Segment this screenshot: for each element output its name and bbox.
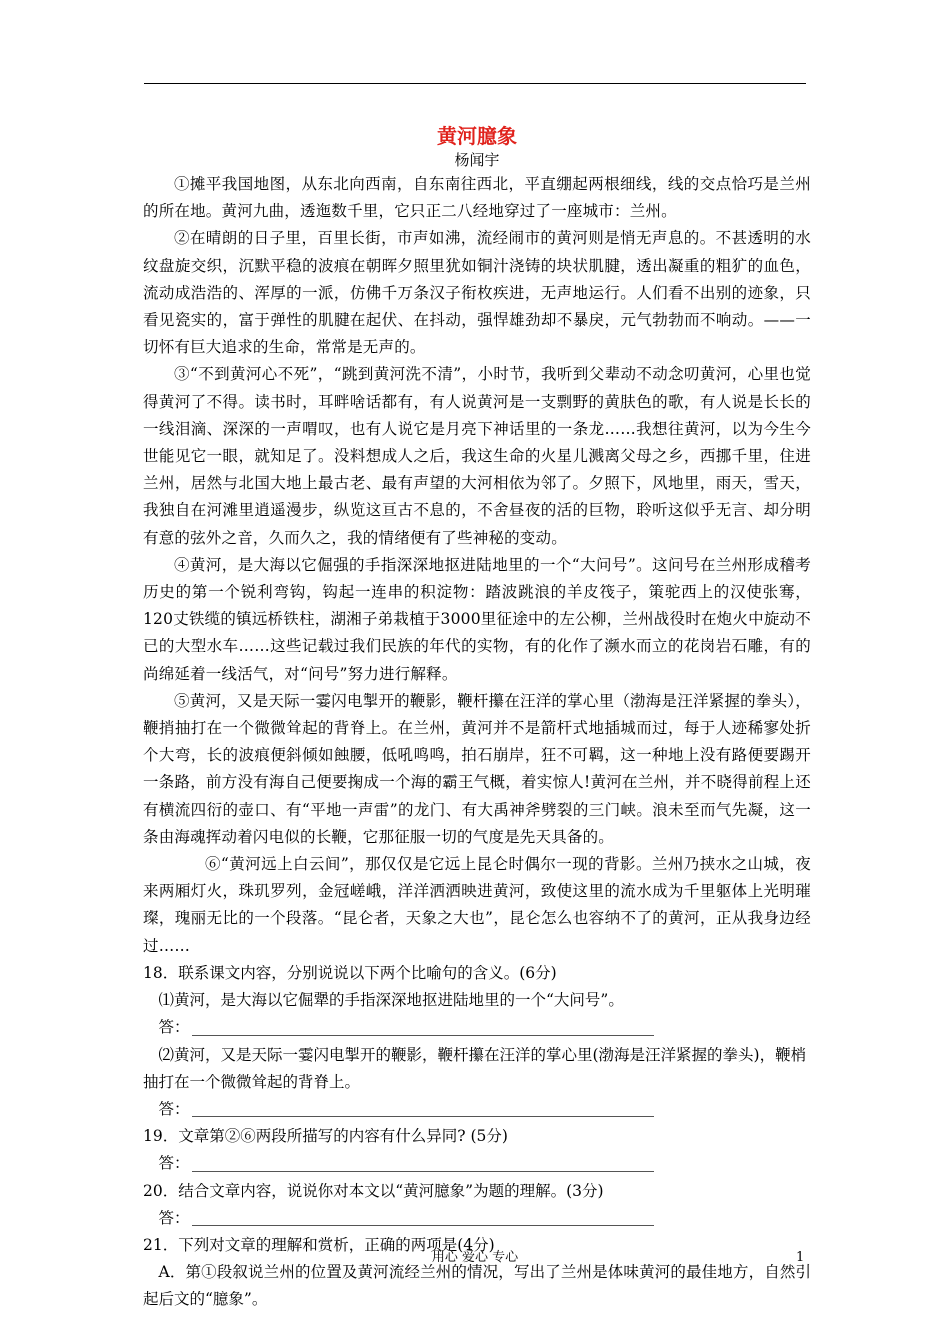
- question-18-part-2: ⑵黄河，又是天际一霎闪电掣开的鞭影，鞭杆攥在汪洋的掌心里(渤海是汪洋紧握的拳头)，鞭梢抽打在一个微微耸起的背脊上。: [143, 1045, 807, 1091]
- article-author: 杨闻宇: [454, 151, 500, 169]
- question-18: 18．联系课文内容，分别说说以下两个比喻句的含义。(6分): [143, 963, 557, 982]
- answer-label: 答：: [158, 1099, 190, 1118]
- answer-label: 答：: [158, 1208, 190, 1227]
- question-21-option-a: A．第①段叙说兰州的位置及黄河流经兰州的情况，写出了兰州是体味黄河的最佳地方，自然引起后文的“臆象”。: [143, 1263, 811, 1309]
- header-rule: [144, 83, 806, 84]
- paragraph-4: ④黄河，是大海以它倔强的手指深深地抠进陆地里的一个“大问号”。这问号在兰州形成稽考历史的第一个锐利弯钩，钩起一连串的积淀物：踏波跳浪的羊皮筏子，策驼西上的汉使张骞，120丈铁缆的镇远桥铁柱，湖湘子弟栽植于3000里征途中的左公柳，兰州战役时在炮火中旋动不已的大型水车……这些记载过我们民族的年代的实物，有的化作了濒水而立的花岗岩石雕，有的尚绵延着一线活气，对“问号”努力进行解释。: [143, 555, 811, 683]
- page-number: 1: [796, 1250, 805, 1265]
- answer-blank[interactable]: [192, 1153, 654, 1172]
- answer-label: 答：: [158, 1018, 190, 1037]
- paragraph-3: ③“不到黄河心不死”，“跳到黄河洗不清”，小时节，我听到父辈动不动念叨黄河，心里也觉得黄河了不得。读书时，耳畔啥话都有，有人说黄河是一支剽野的黄肤色的歌，有人说是长长的一线泪滴、深深的一声喟叹，也有人说它是月亮下神话里的一条龙……我想往黄河，以为今生今世能见它一眼，就知足了。没料想成人之后，我这生命的火星儿溅离父母之乡，西挪千里，住进兰州，居然与北国大地上最古老、最有声望的大河相依为邻了。夕照下，风地里，雨天，雪天，我独自在河滩里逍遥漫步，纵览这亘古不息的，不舍昼夜的活的巨物，聆听这似乎无言、却分明有意的弦外之音，久而久之，我的情绪便有了些神秘的变动。: [143, 365, 811, 547]
- answer-blank[interactable]: [192, 1017, 654, 1036]
- answer-line-18-2[interactable]: [143, 1096, 811, 1123]
- answer-line-19[interactable]: [143, 1150, 811, 1177]
- paragraph-2: ②在晴朗的日子里，百里长街，市声如沸，流经闹市的黄河则是悄无声息的。不甚透明的水纹盘旋交织，沉默平稳的波痕在朝晖夕照里犹如铜汁浇铸的块状肌腱，透出凝重的粗犷的血色，流动成浩浩的、浑厚的一派，仿佛千万条汉子衔枚疾进，无声地运行。人们看不出别的迹象，只看见瓷实的，富于弹性的肌腱在起伏、在抖动，强悍雄劲却不暴戾，元气勃勃而不响动。——一切怀有巨大追求的生命，常常是无声的。: [143, 229, 811, 357]
- document-body: [143, 123, 811, 1314]
- answer-blank[interactable]: [192, 1207, 654, 1226]
- paragraph-5: ⑤黄河，又是天际一霎闪电掣开的鞭影，鞭杆攥在汪洋的掌心里（渤海是汪洋紧握的拳头），鞭捎抽打在一个微微耸起的背脊上。在兰州，黄河并不是箭杆式地插城而过，每于人迹稀寥处折个大弯，长的波痕便斜倾如蝕腰，低吼鸣鸣，拍石崩岸，狂不可羁，这一种地上没有路便要踢开一条路，前方没有海自己便要掬成一个海的霸王气概，着实惊人!黄河在兰州，并不晓得前程上还有横流四衍的壶口、有“平地一声雷”的龙门、有大禹神斧劈裂的三门峡。浪未至而气先凝，这一条由海魂挥动着闪电似的长鞭，它那征服一切的气度是先天具备的。: [143, 691, 811, 846]
- answer-blank[interactable]: [192, 1098, 654, 1117]
- paragraph-6: ⑥“黄河远上白云间”，那仅仅是它远上昆仑时偶尔一现的背影。兰州乃挟水之山城，夜来两厢灯火，珠玑罗列，金冠嵯峨，洋洋洒洒映进黄河，致使这里的流水成为千里躯体上光明璀璨，瑰丽无比的一个段落。“昆仑者，天象之大也”，昆仑怎么也容纳不了的黄河，正从我身边经过……: [143, 855, 811, 955]
- footer-slogan: 用心 爱心 专心: [431, 1250, 519, 1265]
- question-19: 19．文章第②⑥两段所描写的内容有什么异同? (5分): [143, 1127, 508, 1146]
- question-20: 20．结合文章内容，说说你对本文以“黄河臆象”为题的理解。(3分): [143, 1181, 604, 1200]
- question-18-part-1: ⑴黄河，是大海以它倔犟的手指深深地抠进陆地里的一个“大问号”。: [158, 991, 624, 1010]
- article-title: 黄河臆象: [437, 124, 517, 148]
- answer-label: 答：: [158, 1154, 190, 1173]
- answer-line-18-1[interactable]: [143, 1014, 811, 1041]
- answer-line-20[interactable]: [143, 1205, 811, 1232]
- paragraph-1: ①摊平我国地图，从东北向西南，自东南往西北，平直绷起两根细线，线的交点恰巧是兰州的所在地。黄河九曲，透迤数千里，它只正二八经地穿过了一座城市：兰州。: [143, 175, 811, 221]
- question-21: 21．下列对文章的理解和赏析，正确的两项是(4分): [143, 1235, 495, 1254]
